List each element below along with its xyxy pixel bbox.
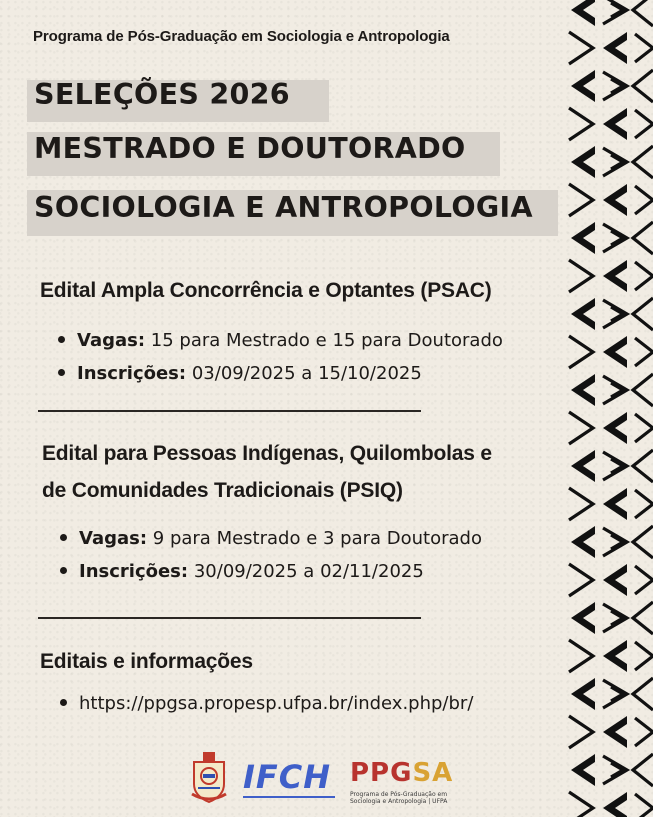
ifch-logo-underline <box>243 796 335 798</box>
border-chevron <box>571 602 595 634</box>
border-chevron <box>571 146 595 178</box>
border-chevron <box>603 184 627 216</box>
ppgsa-logo-ppg: PPG <box>350 758 413 788</box>
border-chevron <box>603 564 627 596</box>
headline-selecoes: SELEÇÕES 2026 <box>34 78 290 111</box>
section-heading-psiq-line2: de Comunidades Tradicionais (PSIQ) <box>42 479 403 502</box>
border-chevron <box>633 70 653 102</box>
border-chevron <box>603 72 627 100</box>
item-label: Inscrições: <box>79 561 189 582</box>
item-label: Vagas: <box>77 330 146 351</box>
section-heading-psac: Edital Ampla Concorrência e Optantes (PSAC) <box>40 279 492 302</box>
border-chevron <box>603 640 627 672</box>
border-chevron <box>571 526 595 558</box>
section-divider-2 <box>38 617 421 619</box>
border-chevron <box>603 108 627 140</box>
border-chevron <box>603 260 627 292</box>
ppgsa-logo-text <box>350 758 453 788</box>
border-chevron <box>635 262 653 290</box>
border-chevron <box>603 336 627 368</box>
list-item-psac-vagas <box>58 330 503 351</box>
border-chevron <box>633 146 653 178</box>
border-chevron <box>635 490 653 518</box>
list-item-psiq-inscricoes <box>60 561 424 582</box>
section-heading-info: Editais e informações <box>40 650 253 673</box>
border-chevron <box>569 260 593 292</box>
border-chevron <box>603 148 627 176</box>
border-chevron <box>603 792 627 817</box>
border-chevron <box>569 564 593 596</box>
border-chevron <box>603 488 627 520</box>
border-chevron <box>633 602 653 634</box>
border-chevron <box>635 186 653 214</box>
border-chevron <box>569 32 593 64</box>
border-chevron <box>571 450 595 482</box>
border-chevron <box>635 718 653 746</box>
border-chevron <box>571 374 595 406</box>
border-chevron <box>633 298 653 330</box>
border-chevron <box>603 452 627 480</box>
border-chevron <box>569 488 593 520</box>
border-chevron <box>569 792 593 817</box>
item-label: Inscrições: <box>77 363 187 384</box>
border-chevron <box>635 794 653 817</box>
list-item-psac-inscricoes <box>58 363 422 384</box>
ppgsa-subtitle-line2: Sociologia e Antropologia | UFPA <box>350 798 448 805</box>
bullet-dot <box>60 567 67 574</box>
list-item-url <box>60 693 473 714</box>
item-value: 03/09/2025 a 15/10/2025 <box>191 363 422 384</box>
border-chevron <box>569 716 593 748</box>
border-chevron <box>569 412 593 444</box>
bullet-dot <box>58 369 65 376</box>
section-heading-psiq-line1: Edital para Pessoas Indígenas, Quilombolas e <box>42 442 492 465</box>
border-chevron <box>633 526 653 558</box>
border-chevron <box>571 298 595 330</box>
border-chevron <box>633 374 653 406</box>
info-url-link[interactable]: https://ppgsa.propesp.ufpa.br/index.php/br/ <box>79 693 474 714</box>
border-chevron <box>603 376 627 404</box>
headline-mestrado-doutorado: MESTRADO E DOUTORADO <box>34 132 466 165</box>
border-chevron <box>571 0 595 26</box>
border-chevron <box>603 224 627 252</box>
border-chevron <box>633 754 653 786</box>
border-chevron <box>571 754 595 786</box>
section-divider-1 <box>38 410 421 412</box>
ppgsa-subtitle-line1: Programa de Pós-Graduação em <box>350 791 448 798</box>
headline-sociologia-antropologia: SOCIOLOGIA E ANTROPOLOGIA <box>34 191 533 224</box>
border-chevron <box>635 110 653 138</box>
border-chevron <box>603 412 627 444</box>
border-chevron <box>603 32 627 64</box>
border-chevron <box>635 566 653 594</box>
decorative-chevron-border <box>565 0 653 817</box>
border-chevron <box>635 414 653 442</box>
ppgsa-logo-sa: SA <box>412 758 454 788</box>
border-chevron <box>571 222 595 254</box>
border-chevron <box>633 678 653 710</box>
item-label: Vagas: <box>79 528 148 549</box>
logo-row <box>185 748 485 808</box>
border-chevron <box>569 108 593 140</box>
border-chevron <box>603 300 627 328</box>
border-chevron <box>603 0 627 24</box>
border-chevron <box>569 336 593 368</box>
bullet-dot <box>60 534 67 541</box>
border-chevron <box>633 0 653 26</box>
border-chevron <box>633 450 653 482</box>
bullet-dot <box>58 336 65 343</box>
border-chevron <box>603 756 627 784</box>
list-item-psiq-vagas <box>60 528 482 549</box>
border-chevron <box>569 640 593 672</box>
border-chevron <box>603 528 627 556</box>
border-chevron <box>571 70 595 102</box>
border-chevron <box>635 642 653 670</box>
ppgsa-subtitle <box>350 791 447 805</box>
item-value: 30/09/2025 a 02/11/2025 <box>193 561 424 582</box>
border-chevron <box>569 184 593 216</box>
border-chevron <box>603 604 627 632</box>
program-name: Programa de Pós-Graduação em Sociologia e Antropologia <box>33 28 450 45</box>
border-chevron <box>603 680 627 708</box>
bullet-dot <box>60 699 67 706</box>
item-value: 9 para Mestrado e 3 para Doutorado <box>152 528 482 549</box>
item-value: 15 para Mestrado e 15 para Doutorado <box>150 330 503 351</box>
ufpa-crest-icon <box>188 750 230 804</box>
ifch-logo-text: IFCH <box>243 758 332 796</box>
border-chevron <box>635 34 653 62</box>
border-chevron <box>571 678 595 710</box>
border-chevron <box>633 222 653 254</box>
border-chevron <box>635 338 653 366</box>
border-chevron <box>603 716 627 748</box>
